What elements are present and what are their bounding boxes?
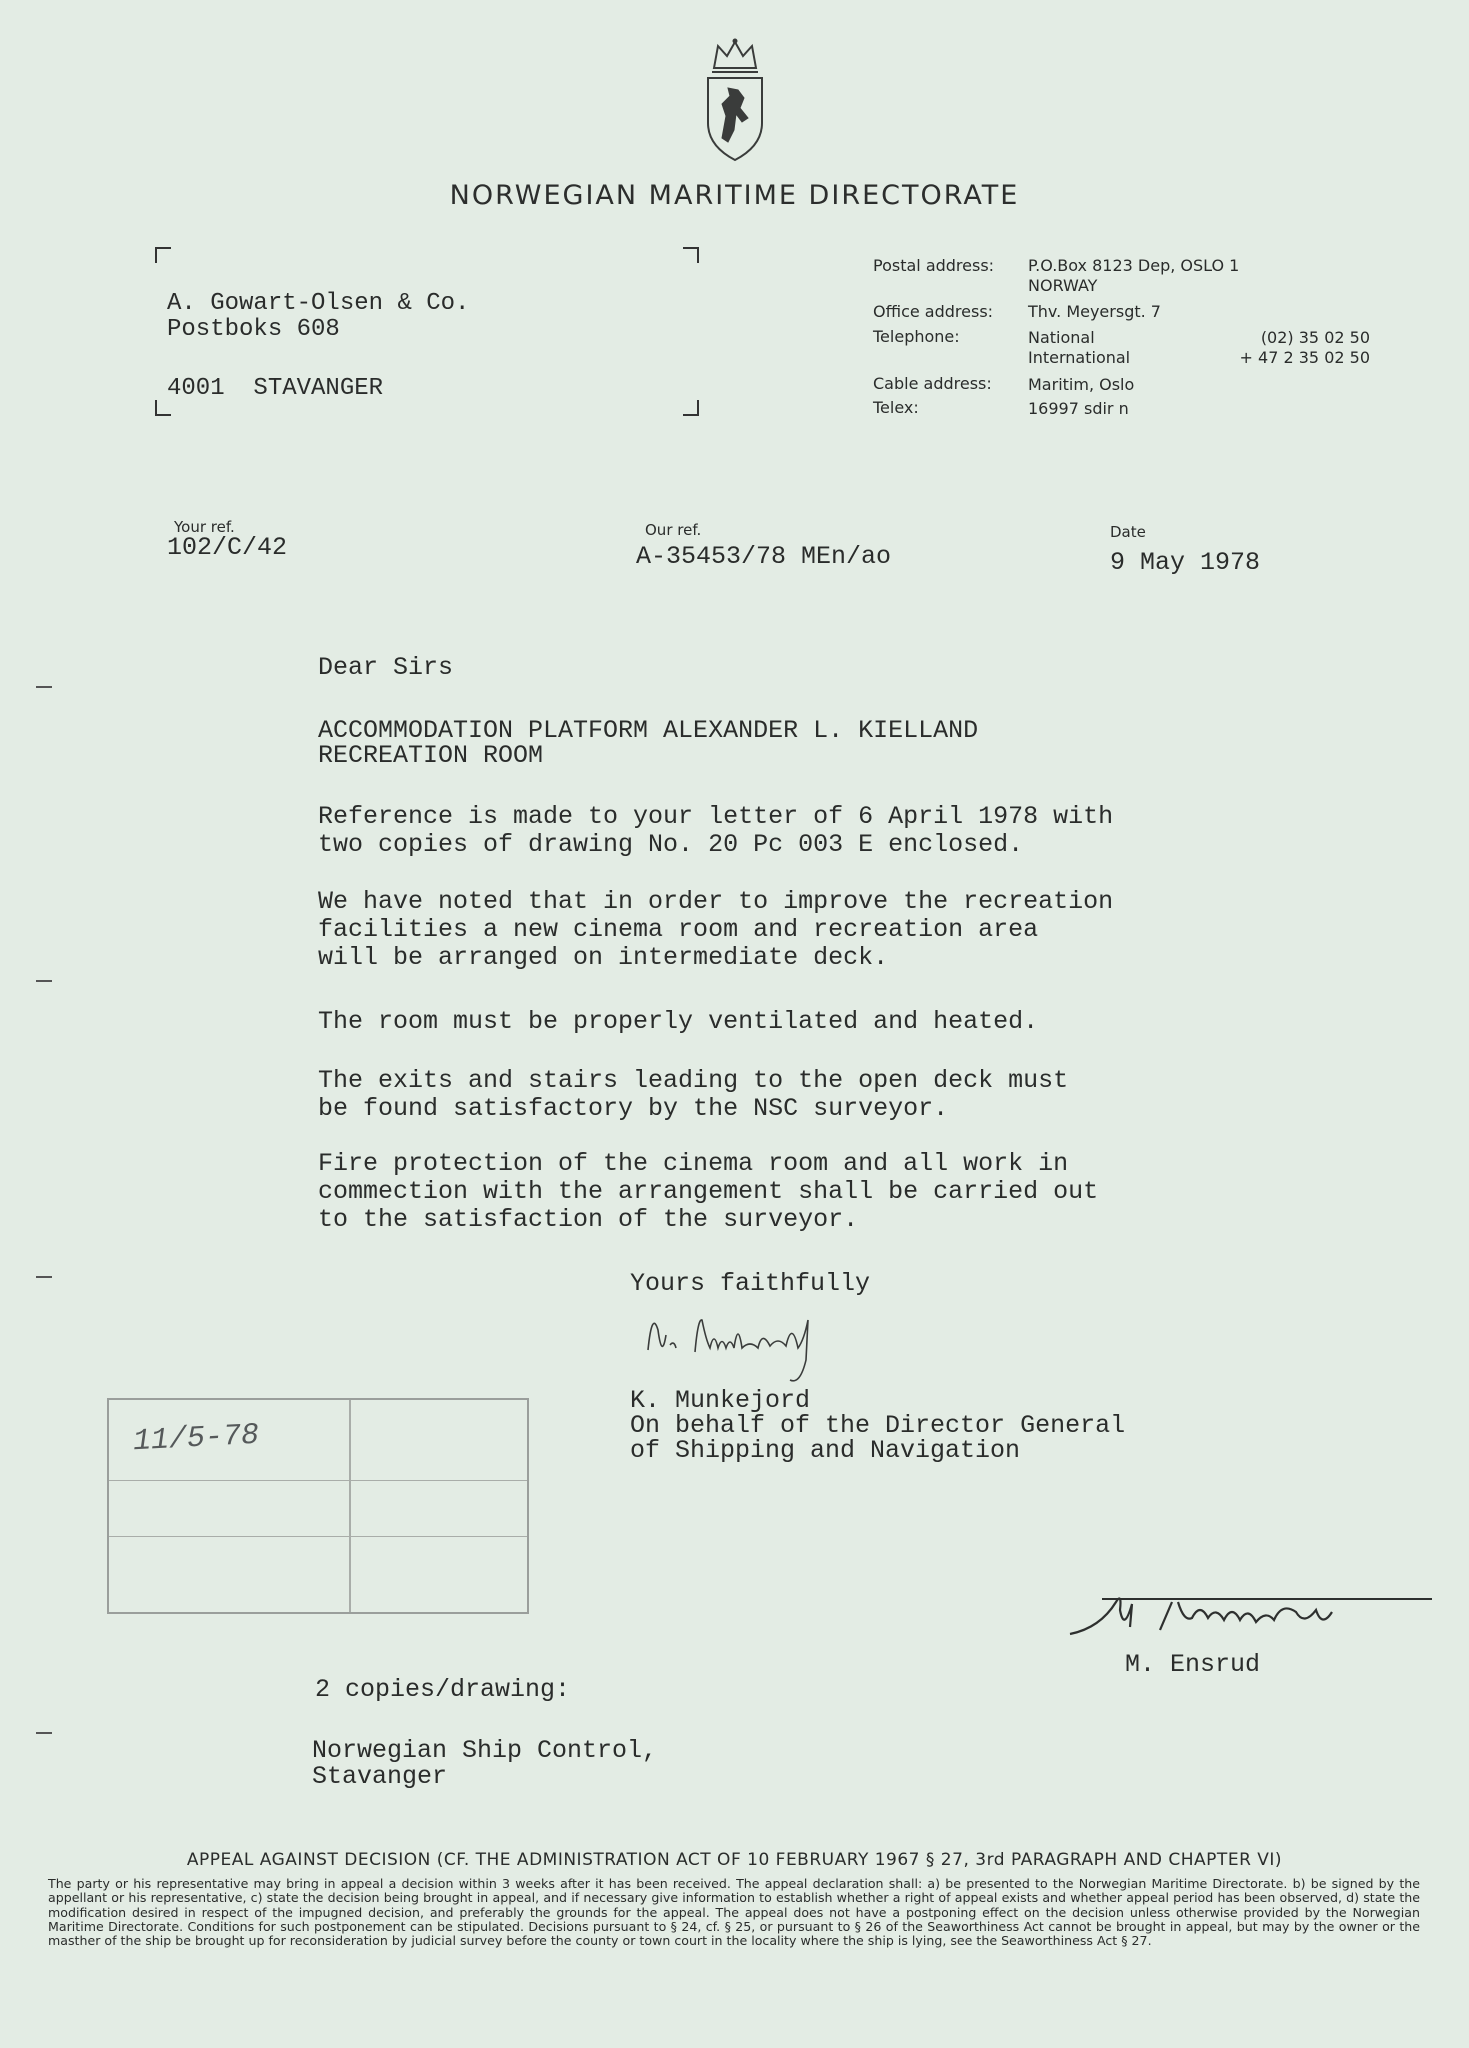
- coat-of-arms-icon: [700, 38, 770, 163]
- postal-country: NORWAY: [1028, 276, 1098, 295]
- telephone-national-label: National: [1028, 328, 1095, 347]
- paragraph: The room must be properly ventilated and heated.: [318, 1007, 1039, 1036]
- our-ref-value: A-35453/78 MEn/ao: [636, 542, 892, 571]
- paragraph: The exits and stairs leading to the open deck must be found satisfactory by the NSC surveyor.: [318, 1066, 1069, 1123]
- address-window-corner: [155, 247, 171, 263]
- organization-heading: NORWEGIAN MARITIME DIRECTORATE: [449, 180, 1020, 211]
- margin-mark: [36, 980, 52, 982]
- appeal-text: The party or his representative may bring in appeal a decision within 3 weeks after it has been received. The appeal declaration shall: a) be presented to the Norwegian Maritime Directorate. b) be signed by the appellant or his representative, c) state the decision being brought in appeal, and if necessary give information to establish whether a right of appeal exists and whether appeal period has been observed, d) state the modification desired in respect of the impugned decision, and preferably the grounds for the appeal. The appeal does not have a postponing effect on the decision unless otherwise provided by the Norwegian Maritime Directorate. Conditions for such postponement can be stipulated. Decisions pursuant to § 24, cf. § 25, or pursuant to § 26 of the Seaworthiness Act cannot be brought in appeal, but may by the owner or the masther of the ship be brought up for reconsideration by judicial survey before the county or town court in the locality where the ship is lying, see the Seaworthiness Act § 27.: [48, 1876, 1420, 1949]
- copies-recipient: Norwegian Ship Control,: [312, 1736, 658, 1765]
- closing: Yours faithfully: [630, 1269, 871, 1298]
- salutation: Dear Sirs: [318, 653, 454, 682]
- telex-value: 16997 sdir n: [1028, 399, 1129, 418]
- margin-mark: [36, 1276, 52, 1278]
- signatory-name: K. Munkejord: [630, 1386, 811, 1415]
- telex-label: Telex:: [873, 398, 919, 417]
- recipient-line: Postboks 608: [167, 316, 340, 343]
- recipient-line: A. Gowart-Olsen & Co.: [167, 290, 470, 317]
- your-ref-label: Your ref.: [174, 518, 235, 536]
- signature-munkejord: [640, 1290, 850, 1390]
- date-value: 9 May 1978: [1110, 548, 1261, 577]
- signatory-title: On behalf of the Director General: [630, 1411, 1126, 1440]
- paragraph: Reference is made to your letter of 6 April 1978 with two copies of drawing No. 20 Pc 003 E enclosed.: [318, 802, 1114, 859]
- copies-recipient-city: Stavanger: [312, 1762, 448, 1791]
- copies-label: 2 copies/drawing:: [315, 1675, 571, 1704]
- subject-line: ACCOMMODATION PLATFORM ALEXANDER L. KIELLAND: [318, 716, 979, 745]
- office-address-value: Thv. Meyersgt. 7: [1028, 302, 1161, 321]
- appeal-title: APPEAL AGAINST DECISION (CF. THE ADMINISTRATION ACT OF 10 FEBRUARY 1967 § 27, 3rd PARAGRAPH AND CHAPTER VI): [186, 1850, 1283, 1870]
- postal-address-value: P.O.Box 8123 Dep, OSLO 1: [1028, 256, 1240, 275]
- paragraph: We have noted that in order to improve the recreation facilities a new cinema room and recreation area will be arranged on intermediate deck.: [318, 887, 1114, 972]
- stamp-handwritten-date: 11/5-78: [132, 1418, 260, 1460]
- telephone-national-value: (02) 35 02 50: [1260, 328, 1370, 347]
- office-address-label: Office address:: [873, 302, 994, 321]
- signature-ensrud: [1060, 1582, 1440, 1647]
- telephone-label: Telephone:: [873, 327, 960, 346]
- address-window-corner: [683, 247, 699, 263]
- cable-address-label: Cable address:: [873, 374, 992, 393]
- postal-address-label: Postal address:: [873, 256, 995, 275]
- cable-address-value: Maritim, Oslo: [1028, 375, 1135, 394]
- signatory-title: of Shipping and Navigation: [630, 1436, 1021, 1465]
- your-ref-value: 102/C/42: [167, 533, 288, 562]
- date-label: Date: [1110, 523, 1146, 541]
- telephone-international-value: + 47 2 35 02 50: [1239, 348, 1370, 367]
- received-stamp: [107, 1398, 529, 1614]
- address-window-corner: [683, 400, 699, 416]
- subject-line: RECREATION ROOM: [318, 741, 544, 770]
- our-ref-label: Our ref.: [645, 521, 702, 539]
- recipient-city: 4001 STAVANGER: [167, 375, 384, 402]
- margin-mark: [36, 1732, 52, 1734]
- telephone-international-label: International: [1028, 348, 1131, 367]
- second-signatory-name: M. Ensrud: [1125, 1650, 1261, 1679]
- margin-mark: [36, 686, 52, 688]
- paragraph: Fire protection of the cinema room and all work in commection with the arrangement shall be carried out to the satisfaction of the surveyor.: [318, 1149, 1099, 1234]
